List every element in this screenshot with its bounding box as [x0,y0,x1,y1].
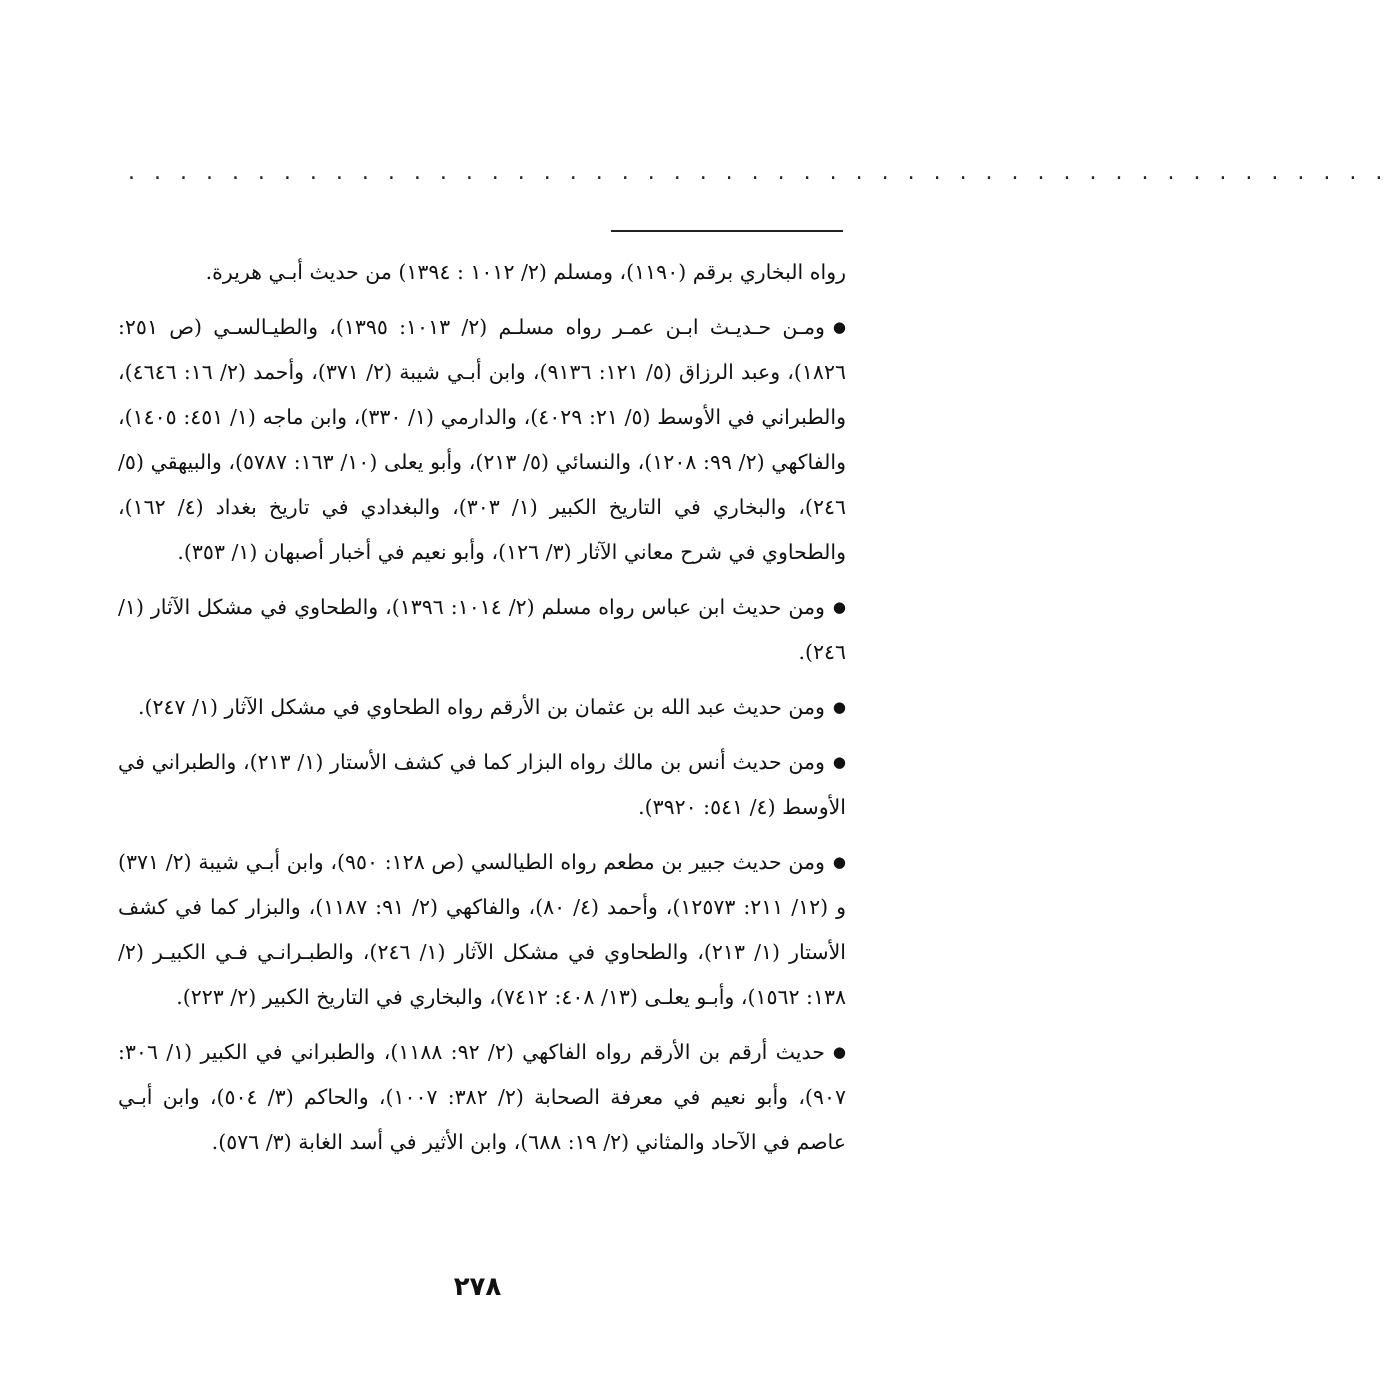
bullet-icon: ● [832,318,846,336]
paragraph-text: ومن حديث ابن عباس رواه مسلم (٢/ ١٠١٤: ١٣٩٦)، والطحاوي في مشكل الآثار (١/ ٢٤٦). [118,595,846,664]
footnote-paragraph [118,685,846,730]
bullet-icon: ● [832,1043,846,1061]
footnote-paragraph [118,305,846,575]
footnote-paragraph [118,585,846,675]
page-number: ٢٧٨ [453,1272,502,1302]
footnote-paragraph [118,840,846,1020]
paragraph-text: ومـن حـديـث ابـن عمـر رواه مسلـم (٢/ ١٠١٣: ١٣٩٥)، والطيـالسـي (ص ٢٥١: ١٨٢٦)، وعبد الرزاق (٥/ ١٢١: ٩١٣٦)، وابن أبـي شيبة (٢/ ٣٧١)، وأحمد (٢/ ١٦: ٤٦٤٦)، والطبراني في الأوسط (٥/ ٢١: ٤٠٢٩)، والدارمي (١/ ٣٣٠)، وابن ماجه (١/ ٤٥١: ١٤٠٥)، والفاكهي (٢/ ٩٩: ١٢٠٨)، والنسائي (٥/ ٢١٣)، وأبو يعلى (١٠/ ١٦٣: ٥٧٨٧)، والبيهقي (٥/ ٢٤٦)، والبخاري في التاريخ الكبير (١/ ٣٠٣)، والبغدادي في تاريخ بغداد (٤/ ١٦٢)، والطحاوي في شرح معاني الآثار (٣/ ١٢٦)، وأبو نعيم في أخبار أصبهان (١/ ٣٥٣). [118,315,847,564]
bullet-icon: ● [832,853,846,871]
bullet-icon: ● [832,753,846,771]
bullet-icon: ● [832,698,846,716]
ellipsis-separator: . . . . . . . . . . . . . . . . . . . . . . . . . . . . . . . . . . . . . . . . . . . . . . . . . [128,160,1388,185]
paragraph-text: ومن حديث جبير بن مطعم رواه الطيالسي (ص ١٢٨: ٩٥٠)، وابن أبـي شيبة (٢/ ٣٧١) و (١٢/ ٢١١: ١٢٥٧٣)، وأحمد (٤/ ٨٠)، والفاكهي (٢/ ٩١: ١١٨٧)، والبزار كما في كشف الأستار (١/ ٢١٣)، والطحاوي في مشكل الآثار (١/ ٢٤٦)، والطبـرانـي فـي الكبيـر (٢/ ١٣٨: ١٥٦٢)، وأبـو يعلـى (١٣/ ٤٠٨: ٧٤١٢)، والبخاري في التاريخ الكبير (٢/ ٢٢٣). [118,850,846,1009]
footnote-paragraph [118,1030,846,1165]
paragraph-text: ومن حديث أنس بن مالك رواه البزار كما في كشف الأستار (١/ ٢١٣)، والطبراني في الأوسط (٤/ ٥٤١: ٣٩٢٠). [118,750,846,819]
bullet-icon: ● [832,598,846,616]
footnote-rule [611,230,843,232]
paragraph-text: ومن حديث عبد الله بن عثمان بن الأرقم رواه الطحاوي في مشكل الآثار (١/ ٢٤٧). [137,695,825,719]
paragraph-text: حديث أرقم بن الأرقم رواه الفاكهي (٢/ ٩٢: ١١٨٨)، والطبراني في الكبير (١/ ٣٠٦: ٩٠٧)، وأبو نعيم في معرفة الصحابة (٢/ ٣٨٢: ١٠٠٧)، والحاكم (٣/ ٥٠٤)، وابن أبـي عاصم في الآحاد والمثاني (٢/ ١٩: ٦٨٨)، وابن الأثير في أسد الغابة (٣/ ٥٧٦). [118,1040,846,1154]
footnote-paragraph [118,250,846,295]
paragraph-text: رواه البخاري برقم (١١٩٠)، ومسلم (٢/ ١٠١٢ : ١٣٩٤) من حديث أبـي هريرة. [205,260,846,284]
footnotes-block [118,250,846,1175]
footnote-paragraph [118,740,846,830]
